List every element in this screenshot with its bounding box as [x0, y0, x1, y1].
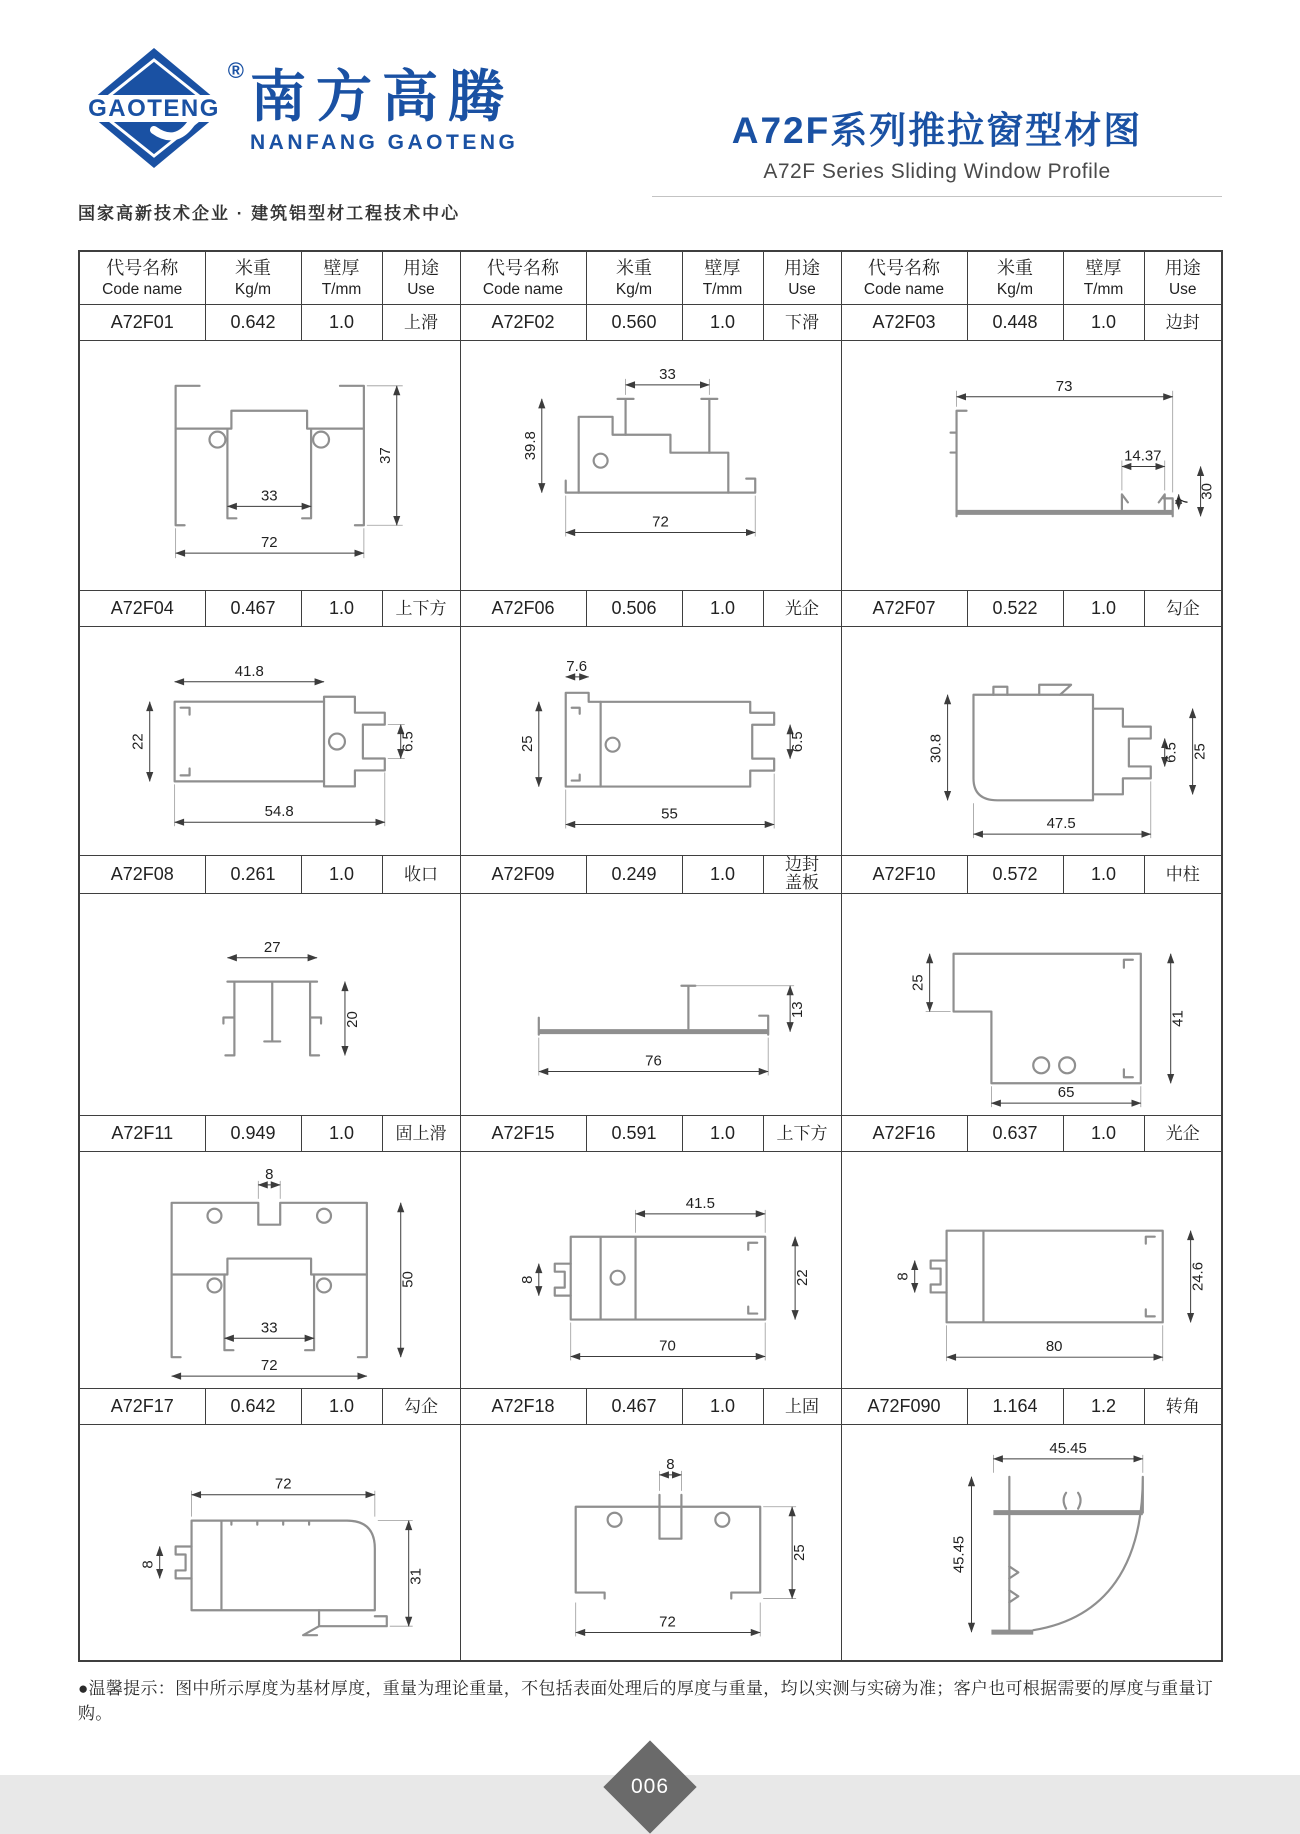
dim-label: 8 [139, 1560, 157, 1569]
dim-label: 33 [658, 365, 676, 383]
drawing-cell [460, 893, 841, 1115]
profile-drawing-a72f01 [80, 341, 460, 590]
drawing-cell [460, 340, 841, 590]
col-header-thickness: 壁厚 T/mm [1063, 251, 1144, 304]
page-title: A72F系列推拉窗型材图 [731, 110, 1143, 151]
profile-drawing-a72f16 [842, 1153, 1222, 1388]
use-cell: 中柱 [1144, 855, 1222, 893]
dim-label: 72 [260, 534, 278, 552]
dim-label: 72 [651, 513, 669, 531]
profile-drawing-a72f02 [461, 341, 841, 590]
profile-drawing-a72f18 [461, 1425, 841, 1660]
code-cell: A72F08 [79, 855, 205, 893]
drawing-cell [79, 627, 460, 855]
dim-label: 20 [343, 1011, 361, 1028]
dim-label: 80 [1045, 1337, 1062, 1355]
code-cell: A72F11 [79, 1116, 205, 1152]
dim-label: 7 [1174, 497, 1192, 506]
profile-drawing-a72f09 [461, 894, 841, 1115]
thickness-cell: 1.0 [1063, 855, 1144, 893]
dim-label: 45.45 [1048, 1439, 1087, 1457]
use-cell: 光企 [763, 591, 841, 627]
use-cell: 固上滑 [382, 1116, 460, 1152]
drawing-row-2 [79, 627, 1222, 855]
drawing-cell [841, 893, 1222, 1115]
dim-label: 30 [1198, 483, 1216, 500]
dim-label: 41.5 [685, 1195, 715, 1213]
col-header-weight: 米重 Kg/m [586, 251, 682, 304]
col-header-use: 用途 Use [1144, 251, 1222, 304]
weight-cell: 0.642 [205, 304, 301, 340]
dim-label: 25 [909, 974, 927, 992]
profile-drawing-a72f07 [842, 627, 1222, 854]
weight-cell: 0.261 [205, 855, 301, 893]
dim-label: 70 [658, 1337, 676, 1355]
profile-drawing-a72f04 [80, 627, 460, 854]
col-header-use: 用途 Use [763, 251, 841, 304]
col-header-use: 用途 Use [382, 251, 460, 304]
dim-label: 31 [407, 1568, 425, 1585]
dim-label: 45.45 [950, 1535, 968, 1574]
drawing-cell [460, 627, 841, 855]
dim-label: 27 [263, 938, 281, 956]
col-header-thickness: 壁厚 T/mm [301, 251, 382, 304]
col-header-code: 代号名称 Code name [460, 251, 586, 304]
use-cell: 勾企 [382, 1388, 460, 1424]
thickness-cell: 1.0 [682, 855, 763, 893]
thickness-cell: 1.0 [682, 1388, 763, 1424]
profile-drawing-a72f090 [842, 1425, 1222, 1660]
weight-cell: 1.164 [967, 1388, 1063, 1424]
drawing-cell [841, 340, 1222, 590]
gaoteng-logo [78, 44, 244, 176]
thickness-cell: 1.0 [301, 304, 382, 340]
drawing-row-5 [79, 1424, 1222, 1661]
data-row-2 [79, 591, 1222, 627]
use-cell: 收口 [382, 855, 460, 893]
page-number: 006 [630, 1775, 670, 1799]
code-cell: A72F02 [460, 304, 586, 340]
weight-cell: 0.249 [586, 855, 682, 893]
dim-label: 50 [399, 1270, 417, 1288]
dim-label: 7.6 [565, 658, 587, 676]
thickness-cell: 1.0 [682, 1116, 763, 1152]
profile-table [78, 250, 1223, 1662]
weight-cell: 0.467 [586, 1388, 682, 1424]
weight-cell: 0.949 [205, 1116, 301, 1152]
code-cell: A72F09 [460, 855, 586, 893]
weight-cell: 0.642 [205, 1388, 301, 1424]
dim-label: 41.8 [234, 663, 264, 681]
drawing-cell [460, 1424, 841, 1661]
profile-drawing-a72f10 [842, 894, 1222, 1115]
drawing-row-4 [79, 1152, 1222, 1388]
dim-label: 39.8 [521, 431, 539, 461]
dim-label: 6.5 [399, 731, 417, 753]
logo-text: GAOTENG [88, 95, 220, 122]
code-cell: A72F10 [841, 855, 967, 893]
col-header-weight: 米重 Kg/m [205, 251, 301, 304]
thickness-cell: 1.0 [301, 1116, 382, 1152]
dim-label: 76 [644, 1052, 662, 1070]
weight-cell: 0.448 [967, 304, 1063, 340]
code-cell: A72F16 [841, 1116, 967, 1152]
page-header [78, 44, 1222, 197]
brand-name-en: NANFANG GAOTENG [250, 130, 519, 154]
dim-label: 6.5 [788, 731, 806, 753]
profile-drawing-a72f15 [461, 1152, 841, 1387]
dim-label: 65 [1057, 1084, 1074, 1102]
use-cell: 光企 [1144, 1116, 1222, 1152]
weight-cell: 0.522 [967, 591, 1063, 627]
weight-cell: 0.467 [205, 591, 301, 627]
weight-cell: 0.637 [967, 1116, 1063, 1152]
col-header-thickness: 壁厚 T/mm [682, 251, 763, 304]
data-row-3 [79, 855, 1222, 893]
dim-label: 24.6 [1189, 1261, 1207, 1291]
code-cell: A72F03 [841, 304, 967, 340]
drawing-cell [79, 893, 460, 1115]
company-tagline: 国家高新技术企业 · 建筑铝型材工程技术中心 [78, 204, 461, 223]
page-subtitle: A72F Series Sliding Window Profile [763, 160, 1111, 183]
code-cell: A72F07 [841, 591, 967, 627]
use-cell: 上下方 [763, 1116, 841, 1152]
dim-label: 33 [260, 1318, 278, 1336]
dim-label: 37 [376, 447, 394, 464]
profile-drawing-a72f03 [842, 341, 1222, 590]
use-cell: 边封 盖板 [763, 855, 841, 893]
weight-cell: 0.591 [586, 1116, 682, 1152]
use-cell: 边封 [1144, 304, 1222, 340]
col-header-code: 代号名称 Code name [79, 251, 205, 304]
dim-label: 41 [1169, 1010, 1187, 1027]
use-cell: 下滑 [763, 304, 841, 340]
drawing-cell [79, 1424, 460, 1661]
dim-label: 22 [129, 733, 147, 751]
dim-label: 6.5 [1162, 742, 1180, 764]
drawing-row-1 [79, 340, 1222, 590]
profile-drawing-a72f06 [461, 627, 841, 854]
code-cell: A72F17 [79, 1388, 205, 1424]
use-cell: 上滑 [382, 304, 460, 340]
thickness-cell: 1.0 [301, 855, 382, 893]
thickness-cell: 1.0 [1063, 1116, 1144, 1152]
thickness-cell: 1.0 [682, 591, 763, 627]
logo-diamond-icon [78, 44, 230, 176]
code-cell: A72F01 [79, 304, 205, 340]
thickness-cell: 1.0 [682, 304, 763, 340]
use-cell: 上固 [763, 1388, 841, 1424]
weight-cell: 0.560 [586, 304, 682, 340]
data-row-1 [79, 304, 1222, 340]
drawing-cell [841, 1152, 1222, 1388]
dim-label: 8 [665, 1455, 675, 1473]
dim-label: 8 [265, 1165, 274, 1183]
drawing-cell [79, 1152, 460, 1388]
dim-label: 8 [518, 1275, 536, 1285]
dim-label: 14.37 [1123, 447, 1162, 465]
code-cell: A72F18 [460, 1388, 586, 1424]
dim-label: 30.8 [927, 734, 945, 764]
drawing-row-3 [79, 893, 1222, 1115]
use-cell: 转角 [1144, 1388, 1222, 1424]
code-cell: A72F090 [841, 1388, 967, 1424]
drawing-cell [460, 1152, 841, 1388]
drawing-cell [841, 627, 1222, 855]
warm-tip-note: ●温馨提示：图中所示厚度为基材厚度，重量为理论重量，不包括表面处理后的厚度与重量，均以实测与实磅为准；客户也可根据需要的厚度与重量订购。 [78, 1679, 1214, 1724]
page-title-block [652, 44, 1222, 197]
brand-block [250, 44, 518, 155]
drawing-cell [841, 1424, 1222, 1661]
weight-cell: 0.506 [586, 591, 682, 627]
col-header-weight: 米重 Kg/m [967, 251, 1063, 304]
weight-cell: 0.572 [967, 855, 1063, 893]
profile-drawing-a72f08 [80, 894, 460, 1115]
dim-label: 72 [658, 1613, 676, 1631]
dim-label: 13 [788, 1001, 806, 1018]
use-cell: 上下方 [382, 591, 460, 627]
dim-label: 25 [518, 735, 536, 753]
profile-drawing-a72f11 [80, 1153, 460, 1388]
page-number-diamond [603, 1740, 696, 1833]
profile-drawing-a72f17 [80, 1425, 460, 1660]
table-header-row [79, 251, 1222, 304]
data-row-4 [79, 1116, 1222, 1152]
code-cell: A72F06 [460, 591, 586, 627]
thickness-cell: 1.0 [301, 591, 382, 627]
data-row-5 [79, 1388, 1222, 1424]
dim-label: 33 [260, 487, 278, 505]
registered-mark: ® [227, 58, 244, 83]
drawing-cell [79, 340, 460, 590]
dim-label: 25 [1191, 743, 1209, 761]
dim-label: 22 [793, 1269, 811, 1287]
dim-label: 8 [894, 1271, 912, 1281]
code-cell: A72F15 [460, 1116, 586, 1152]
brand-name-cn: 南方高腾 [250, 65, 514, 128]
dim-label: 54.8 [264, 803, 294, 821]
dim-label: 55 [660, 805, 678, 823]
dim-label: 72 [274, 1475, 292, 1493]
use-cell: 勾企 [1144, 591, 1222, 627]
thickness-cell: 1.0 [1063, 591, 1144, 627]
code-cell: A72F04 [79, 591, 205, 627]
thickness-cell: 1.2 [1063, 1388, 1144, 1424]
thickness-cell: 1.0 [301, 1388, 382, 1424]
thickness-cell: 1.0 [1063, 304, 1144, 340]
col-header-code: 代号名称 Code name [841, 251, 967, 304]
dim-label: 25 [790, 1544, 808, 1561]
dim-label: 47.5 [1046, 815, 1076, 833]
dim-label: 72 [260, 1356, 278, 1374]
dim-label: 73 [1055, 377, 1072, 395]
